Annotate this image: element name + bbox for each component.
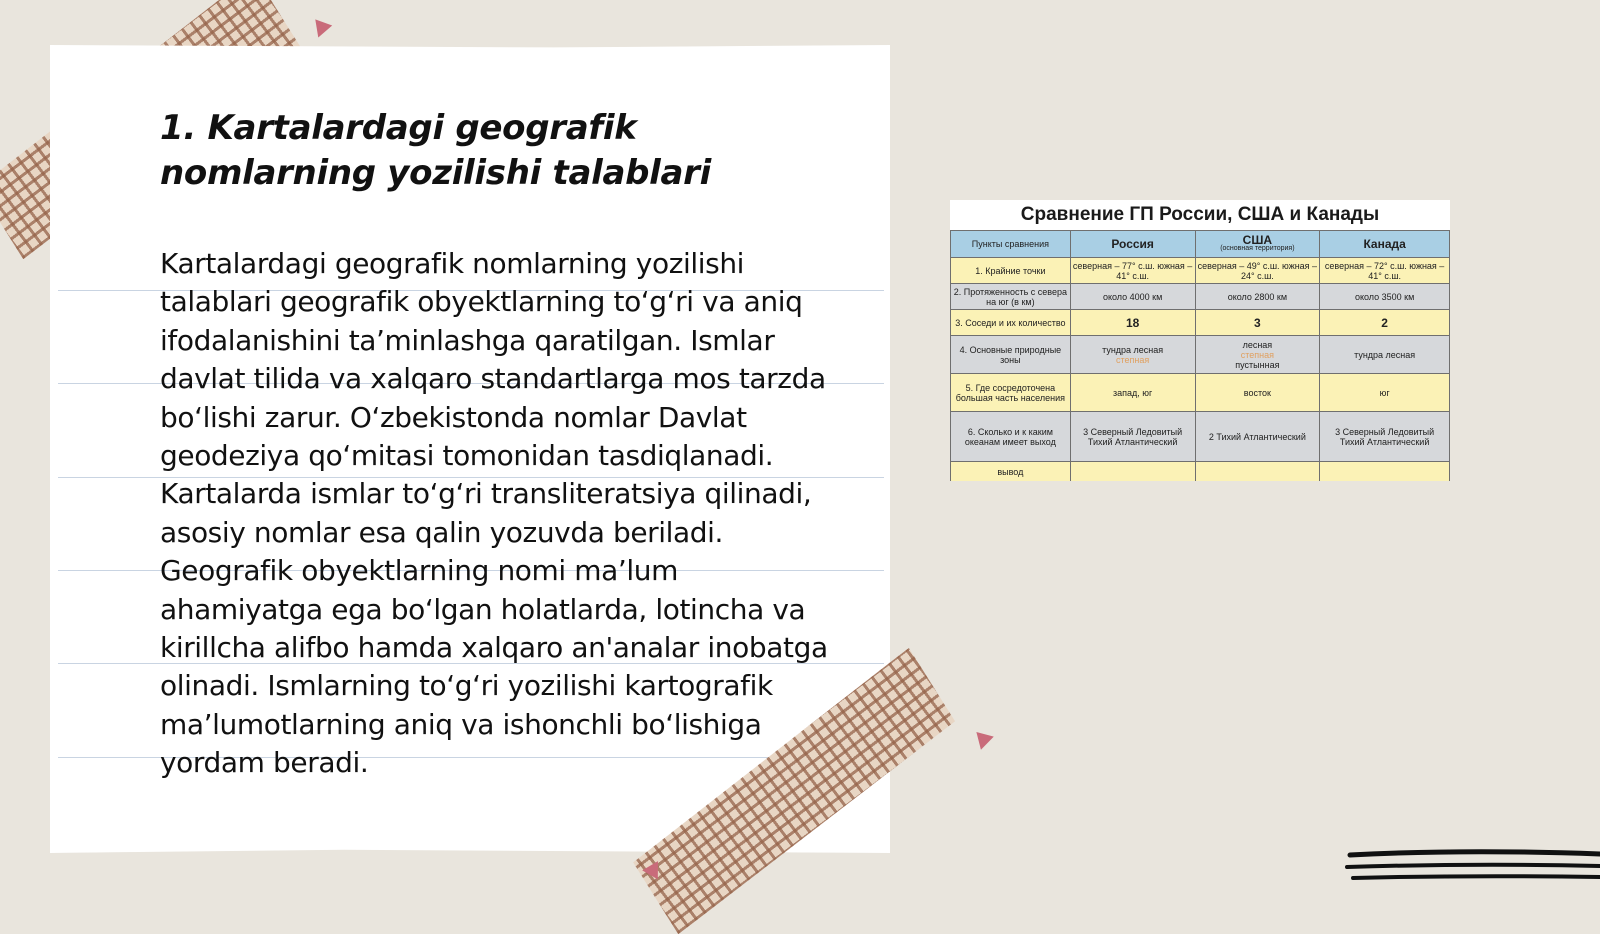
row-label: вывод (951, 462, 1071, 482)
table-cell: около 3500 км (1320, 284, 1450, 310)
table-cell: юг (1320, 374, 1450, 412)
table-cell: запад, юг (1070, 374, 1195, 412)
table-cell: 18 (1070, 310, 1195, 336)
table-cell: 2 (1320, 310, 1450, 336)
table-cell: восток (1195, 374, 1320, 412)
table-cell: северная – 72° с.ш. южная – 41° с.ш. (1320, 258, 1450, 284)
row-label: 4. Основные природные зоны (951, 336, 1071, 374)
table-cell: северная – 49° с.ш. южная – 24° с.ш. (1195, 258, 1320, 284)
table-cell: 3 Северный Ледовитый Тихий Атлантический (1320, 412, 1450, 462)
tape-pin-icon (310, 19, 332, 40)
table-header-cell: Россия (1070, 231, 1195, 258)
comparison-table (950, 230, 1450, 481)
table-cell: 3 (1195, 310, 1320, 336)
table-row (951, 310, 1450, 336)
comparison-table-image (950, 200, 1450, 481)
brush-strokes-decoration (1345, 845, 1600, 895)
table-row (951, 258, 1450, 284)
cell-text-extra: пустынная (1235, 359, 1280, 370)
slide-title: 1. Kartalardagi geografik nomlarning yozilishi talablari (160, 108, 711, 193)
table-cell (1320, 462, 1450, 482)
table-cell: около 4000 км (1070, 284, 1195, 310)
table-row (951, 336, 1450, 374)
row-label: 2. Протяженность с севера на юг (в км) (951, 284, 1071, 310)
table-row (951, 412, 1450, 462)
row-label: 5. Где сосредоточена большая часть населения (951, 374, 1071, 412)
table-header-cell: Канада (1320, 231, 1450, 258)
row-label: 1. Крайние точки (951, 258, 1071, 284)
table-cell: тундра лесная (1320, 336, 1450, 374)
slide-body-text: Kartalardagi geografik nomlarning yozilishi talablari geografik obyektlarning to‘g‘ri va aniq ifodalanishini ta’minlashga qaratilgan. Ismlar davlat tilida va xalqaro standartlarga mos tarzda bo‘lishi zarur. O‘zbekistonda nomlar Davlat geodeziya qo‘mitasi tomonidan tasdiqlanadi. Kartalarda ismlar to‘g‘ri transliteratsiya qilinadi, asosiy nomlar esa qalin yozuvda beriladi. Geografik obyektlarning nomi ma’lum ahamiyatga ega bo‘lgan holatlarda, lotincha va kirillcha alifbo hamda xalqaro an'analar inobatga olinadi. Ismlarning to‘g‘ri yozilishi kartografik ma’lumotlarning aniq va ishonchli bo‘lishiga yordam beradi. (160, 247, 828, 780)
row-label: 6. Сколько и к каким океанам имеет выход (951, 412, 1071, 462)
table-row (951, 284, 1450, 310)
cell-text-highlight: степная (1116, 354, 1150, 365)
cell-text: лесная (1242, 339, 1273, 350)
table-cell (1195, 336, 1320, 374)
table-header-cell: Пункты сравнения (951, 231, 1071, 258)
table-caption: Сравнение ГП России, США и Канады (1020, 204, 1380, 225)
table-header-cell (1195, 231, 1320, 258)
table-cell (1070, 336, 1195, 374)
row-label: 3. Соседи и их количество (951, 310, 1071, 336)
table-row (951, 462, 1450, 482)
tape-pin-icon (972, 732, 994, 752)
table-cell (1195, 462, 1320, 482)
cell-text: тундра лесная (1102, 344, 1164, 355)
header-label: США (1242, 233, 1273, 247)
table-row (951, 374, 1450, 412)
table-cell: 2 Тихий Атлантический (1195, 412, 1320, 462)
table-cell: северная – 77° с.ш. южная – 41° с.ш. (1070, 258, 1195, 284)
table-cell: 3 Северный Ледовитый Тихий Атлантический (1070, 412, 1195, 462)
table-cell (1070, 462, 1195, 482)
table-header-row (951, 231, 1450, 258)
header-sublabel: (основная территория) (1220, 245, 1295, 252)
table-cell: около 2800 км (1195, 284, 1320, 310)
cell-text-highlight: степная (1240, 349, 1274, 360)
